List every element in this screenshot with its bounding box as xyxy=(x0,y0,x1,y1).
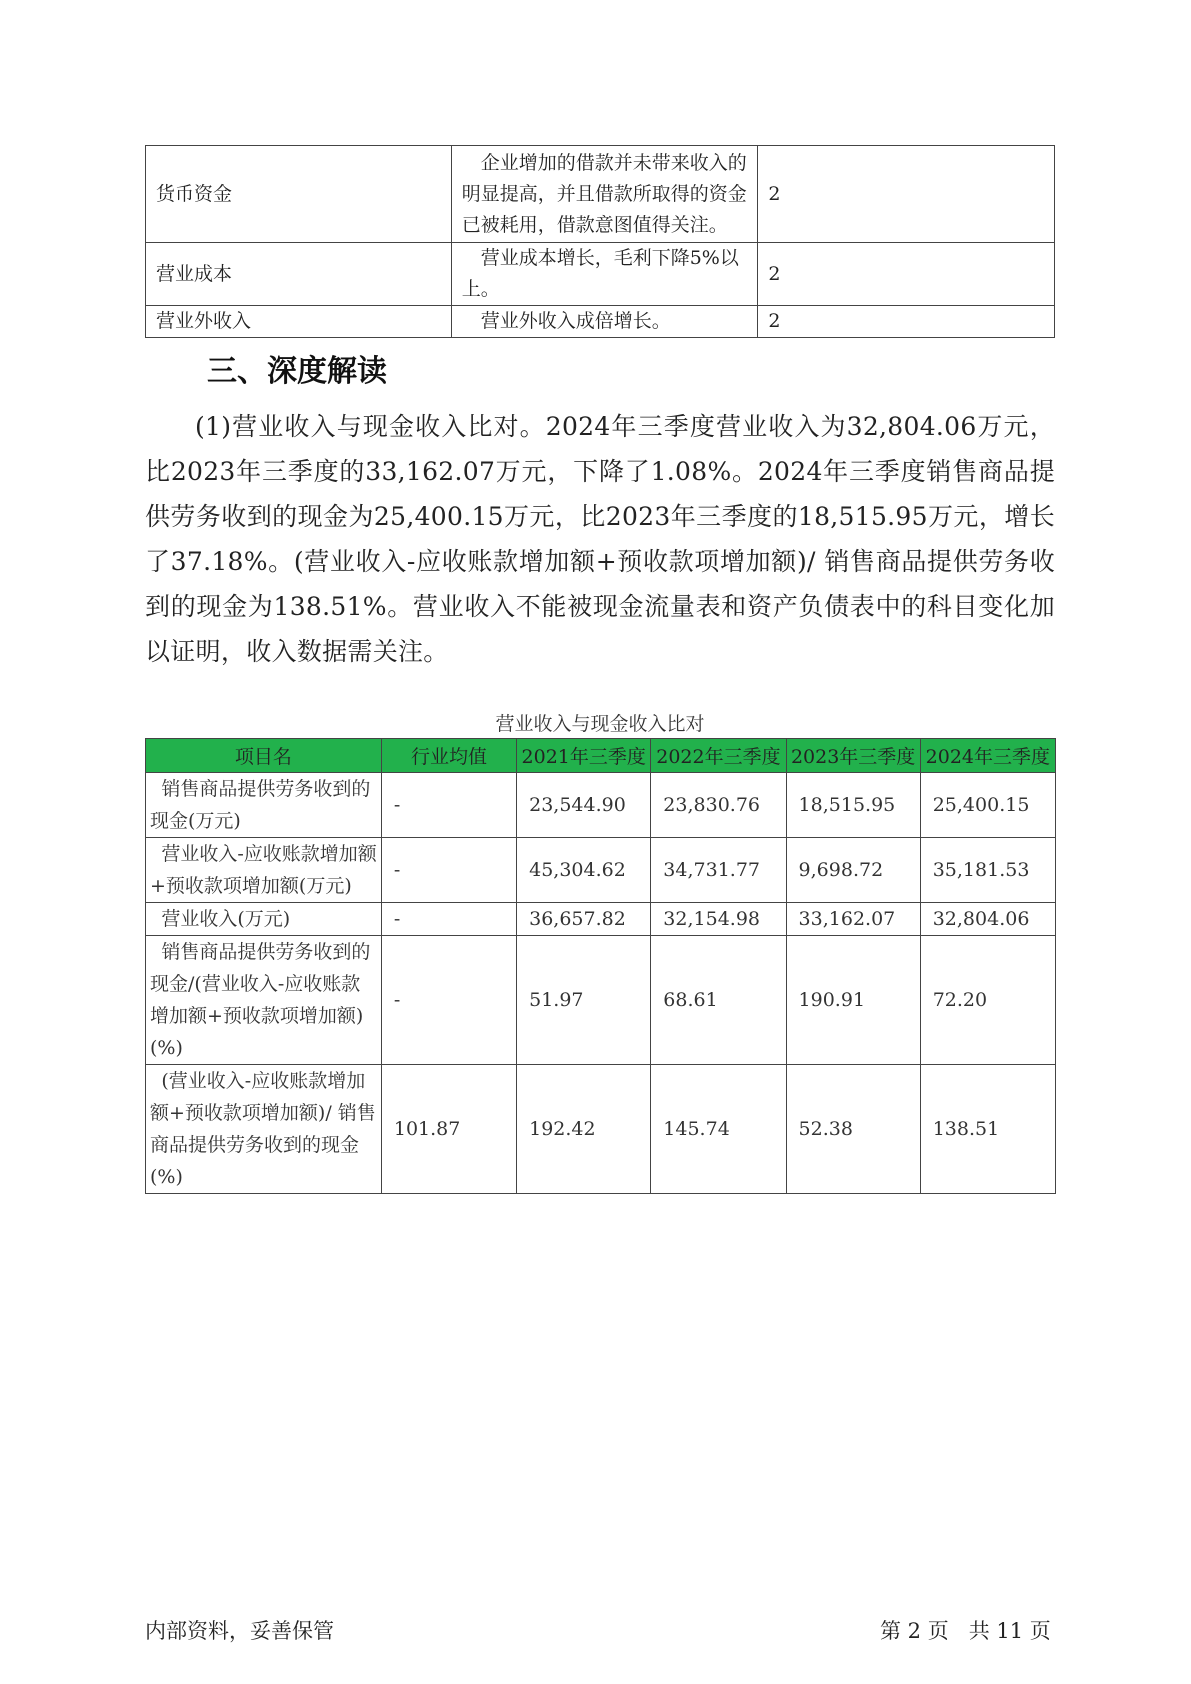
table-cell: 35,181.53 xyxy=(920,838,1055,903)
table-header-row xyxy=(146,739,1056,773)
table-row xyxy=(146,936,1056,1065)
header-2022-q3: 2022年三季度 xyxy=(651,739,786,773)
risk-indicator-table xyxy=(145,145,1055,338)
row-label: 营业收入(万元) xyxy=(146,903,382,936)
table-cell: 25,400.15 xyxy=(920,773,1055,838)
table-cell: 9,698.72 xyxy=(786,838,920,903)
row-label: 营业收入-应收账款增加额+预收款项增加额(万元) xyxy=(146,838,382,903)
table-cell: 23,830.76 xyxy=(651,773,786,838)
risk-score-cell: 2 xyxy=(758,146,1055,243)
table-cell: 145.74 xyxy=(651,1065,786,1194)
table-cell: 23,544.90 xyxy=(517,773,651,838)
table-row xyxy=(146,903,1056,936)
table-row xyxy=(146,773,1056,838)
table-cell: 138.51 xyxy=(920,1065,1055,1194)
revenue-cash-comparison-table xyxy=(145,738,1056,1194)
risk-description-cell: 企业增加的借款并未带来收入的明显提高，并且借款所取得的资金已被耗用，借款意图值得关注。 xyxy=(451,146,758,243)
header-2023-q3: 2023年三季度 xyxy=(786,739,920,773)
risk-item-cell: 营业外收入 xyxy=(146,306,452,338)
risk-description-cell: 营业外收入成倍增长。 xyxy=(451,306,758,338)
table-cell: 192.42 xyxy=(517,1065,651,1194)
analysis-paragraph: (1)营业收入与现金收入比对。2024年三季度营业收入为32,804.06万元，比2023年三季度的33,162.07万元，下降了1.08%。2024年三季度销售商品提供劳务收到的现金为25,400.15万元，比2023年三季度的18,515.95万元，增长了37.18%。(营业收入-应收账款增加额+预收款项增加额)/ 销售商品提供劳务收到的现金为138.51%。营业收入不能被现金流量表和资产负债表中的科目变化加以证明，收入数据需关注。 xyxy=(145,412,1055,666)
table-cell: 45,304.62 xyxy=(517,838,651,903)
table-cell: 32,154.98 xyxy=(651,903,786,936)
table-cell: 51.97 xyxy=(517,936,651,1065)
risk-score-cell: 2 xyxy=(758,306,1055,338)
header-item-name: 项目名 xyxy=(146,739,382,773)
footer-page-number: 第 2 页 共 11 页 xyxy=(880,1619,1051,1643)
table-row xyxy=(146,306,1055,338)
table-row xyxy=(146,243,1055,306)
risk-score-cell: 2 xyxy=(758,243,1055,306)
footer-confidential-note: 内部资料，妥善保管 xyxy=(145,1619,334,1643)
risk-item-cell: 营业成本 xyxy=(146,243,452,306)
table-cell: 32,804.06 xyxy=(920,903,1055,936)
header-industry-average: 行业均值 xyxy=(381,739,516,773)
section-heading: 三、深度解读 xyxy=(207,354,387,389)
row-label: (营业收入-应收账款增加额+预收款项增加额)/ 销售商品提供劳务收到的现金(%) xyxy=(146,1065,382,1194)
table-cell: 68.61 xyxy=(651,936,786,1065)
row-label: 销售商品提供劳务收到的现金/(营业收入-应收账款增加额+预收款项增加额)(%) xyxy=(146,936,382,1065)
row-label: 销售商品提供劳务收到的现金(万元) xyxy=(146,773,382,838)
table-caption: 营业收入与现金收入比对 xyxy=(495,713,705,735)
table-row xyxy=(146,838,1056,903)
risk-item-cell: 货币资金 xyxy=(146,146,452,243)
table-cell: - xyxy=(381,773,516,838)
table-cell: 72.20 xyxy=(920,936,1055,1065)
risk-description-cell: 营业成本增长，毛利下降5%以上。 xyxy=(451,243,758,306)
header-2021-q3: 2021年三季度 xyxy=(517,739,651,773)
table-cell: 101.87 xyxy=(381,1065,516,1194)
table-cell: 34,731.77 xyxy=(651,838,786,903)
table-row xyxy=(146,146,1055,243)
table-cell: 52.38 xyxy=(786,1065,920,1194)
table-cell: - xyxy=(381,838,516,903)
header-2024-q3: 2024年三季度 xyxy=(920,739,1055,773)
table-cell: 190.91 xyxy=(786,936,920,1065)
table-cell: 18,515.95 xyxy=(786,773,920,838)
table-cell: 36,657.82 xyxy=(517,903,651,936)
table-cell: 33,162.07 xyxy=(786,903,920,936)
table-row xyxy=(146,1065,1056,1194)
table-cell: - xyxy=(381,936,516,1065)
table-cell: - xyxy=(381,903,516,936)
